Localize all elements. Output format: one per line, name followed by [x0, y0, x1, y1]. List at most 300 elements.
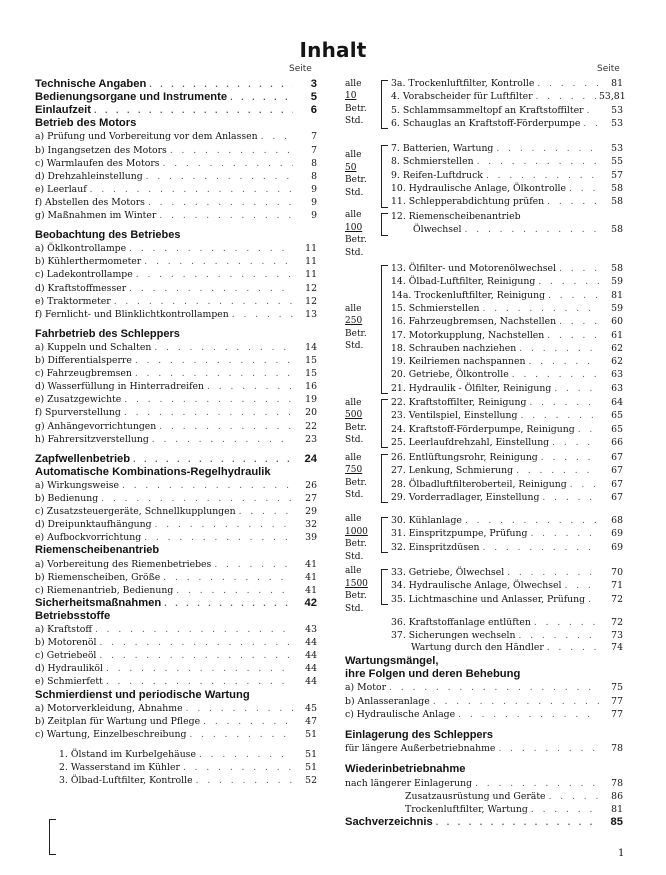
toc-page-number: 32 — [305, 519, 317, 531]
toc-entry — [391, 329, 623, 342]
dot-leader — [103, 676, 293, 689]
toc-entry-title: 6. Schauglas an Kraftstoff-Förderpumpe — [391, 117, 581, 129]
toc-page-number: 15 — [305, 368, 317, 380]
toc-entry — [391, 382, 623, 395]
toc-entry — [391, 527, 623, 540]
toc-entry-title: 36. Kraftstoffanlage entlüften — [391, 617, 531, 628]
toc-entry — [345, 668, 623, 681]
dot-leader — [509, 369, 599, 382]
toc-entry-title: 30. Kühlanlage — [391, 515, 462, 526]
toc-page-number: 5 — [310, 91, 317, 104]
toc-page-number: 44 — [305, 650, 317, 662]
toc-entry — [35, 196, 317, 209]
toc-page-number: 9 — [311, 183, 317, 195]
dot-leader — [103, 663, 293, 676]
toc-entry-title: a) Wirkungsweise — [35, 479, 119, 491]
toc-entry — [345, 763, 623, 776]
toc-page-number: 53,81 — [599, 91, 626, 103]
toc-page-number: 65 — [611, 423, 623, 435]
interval-line: 1000 — [345, 526, 368, 537]
toc-page-number: 69 — [611, 541, 623, 553]
dot-leader — [183, 703, 293, 716]
toc-entry — [35, 636, 317, 649]
toc-entry-title: g) Anhängevorrichtungen — [35, 420, 157, 432]
toc-page-number: 74 — [611, 642, 623, 653]
toc-entry — [35, 728, 317, 741]
toc-page-number: 43 — [305, 624, 317, 635]
toc-entry — [35, 433, 317, 446]
interval-line: 500 — [345, 410, 363, 421]
group-bracket — [381, 454, 388, 503]
dot-leader — [584, 105, 599, 118]
interval-line: Std. — [345, 435, 364, 446]
interval-line: Betr. — [345, 103, 367, 114]
dot-leader — [121, 407, 293, 420]
toc-entry-title: b) Motorenöl — [35, 637, 97, 649]
dot-leader — [200, 716, 293, 729]
interval-line: alle — [345, 452, 362, 463]
dot-leader — [561, 580, 599, 593]
interval-line: alle — [345, 210, 362, 220]
toc-page-number: 22 — [305, 420, 317, 432]
interval-label — [345, 303, 367, 353]
interval-line: Std. — [345, 116, 364, 127]
interval-line: Std. — [345, 551, 364, 562]
toc-page-number: 64 — [611, 397, 623, 408]
toc-entry-title: a) Kuppeln und Schalten — [35, 341, 152, 353]
toc-entry-title: 2. Wasserstand im Kühler — [59, 762, 180, 773]
toc-entry — [391, 616, 623, 629]
interval-label — [345, 452, 367, 502]
toc-entry-title: Einlagerung des Schleppers — [345, 729, 493, 741]
toc-entry-title: 1. Ölstand im Kurbelgehäuse — [59, 748, 196, 760]
toc-page-number: 77 — [611, 708, 623, 720]
toc-entry-title: a) Vorbereitung des Riemenbetriebes — [35, 558, 212, 570]
toc-entry-title: Automatische Kombinations-Regelhydraulik — [35, 465, 271, 478]
toc-entry-title: Schmierdienst und periodische Wartung — [35, 688, 250, 701]
dot-leader — [526, 397, 599, 410]
dot-leader — [495, 743, 599, 756]
interval-line: alle — [345, 78, 362, 89]
toc-entry-title: 24. Kraftstoff-Förderpumpe, Reinigung — [391, 423, 575, 435]
toc-page-number: 70 — [611, 567, 623, 578]
toc-page-number: 51 — [305, 748, 317, 760]
toc-entry — [35, 406, 317, 419]
toc-entry-title: a) Kraftstoff — [35, 624, 92, 635]
toc-entry — [35, 453, 317, 466]
toc-page-number: 20 — [305, 407, 317, 419]
toc-entry-title: Fahrbetrieb des Schleppers — [35, 327, 180, 340]
toc-entry — [345, 708, 623, 721]
toc-page-number: 3 — [310, 78, 317, 90]
toc-page-number: 41 — [305, 584, 317, 596]
toc-entry — [35, 518, 317, 531]
interval-line: Betr. — [345, 328, 367, 339]
toc-entry — [391, 223, 623, 236]
toc-entry-title: c) Getriebeöl — [35, 650, 97, 662]
page-title: Inhalt — [299, 38, 367, 62]
toc-page-number: 72 — [611, 593, 623, 605]
toc-entry — [391, 302, 623, 315]
interval-line: Betr. — [345, 235, 367, 245]
toc-entry — [35, 689, 317, 702]
dot-leader — [516, 343, 599, 356]
toc-page-number: 58 — [611, 196, 623, 208]
toc-entry-title: 16. Fahrzeugbremsen, Nachstellen — [391, 316, 557, 328]
toc-entry-title: Trockenluftfilter, Wartung — [405, 804, 528, 815]
interval-line: alle — [345, 397, 362, 408]
toc-entry-title: 3a. Trockenluftfilter, Kontrolle — [391, 78, 535, 89]
toc-page-number: 63 — [611, 382, 623, 394]
dot-leader — [546, 791, 599, 804]
toc-entry-title: 3. Ölbad-Luftfilter, Kontrolle — [59, 775, 193, 787]
interval-line: alle — [345, 566, 362, 576]
toc-entry — [391, 117, 623, 130]
dot-leader — [517, 410, 599, 423]
group-bracket — [381, 265, 388, 394]
dot-leader — [258, 131, 293, 144]
interval-line: Std. — [345, 490, 364, 501]
toc-entry — [35, 255, 317, 268]
toc-entry — [35, 748, 317, 761]
interval-line: Betr. — [345, 591, 367, 601]
toc-entry-title: e) Leerlauf — [35, 183, 87, 195]
toc-page-number: 78 — [611, 777, 623, 789]
toc-page-number: 42 — [304, 596, 317, 609]
toc-page-number: 81 — [611, 289, 623, 301]
dot-leader — [534, 78, 599, 91]
toc-entry-title: b) Differentialsperre — [35, 355, 132, 366]
toc-entry-title: d) Wasserfüllung in Hinterradreifen — [35, 381, 205, 393]
toc-entry — [35, 649, 317, 662]
dot-leader — [167, 145, 293, 158]
toc-entry — [35, 229, 317, 242]
toc-entry-title: 13. Ölfilter- und Motorenölwechsel — [391, 263, 557, 274]
dot-leader — [545, 290, 599, 303]
dot-leader — [430, 696, 599, 709]
toc-page-number: 86 — [611, 790, 623, 802]
toc-page-number: 8 — [311, 170, 317, 182]
interval-label — [345, 513, 368, 563]
interval-line: 50 — [345, 162, 357, 173]
dot-leader — [539, 492, 599, 505]
toc-page-number: 59 — [611, 302, 623, 314]
toc-entry — [391, 77, 623, 90]
dot-leader — [173, 585, 293, 598]
toc-page-number: 23 — [305, 433, 317, 445]
toc-entry — [35, 420, 317, 433]
toc-entry-title: 31. Einspritzpumpe, Prüfung — [391, 528, 528, 540]
toc-entry-title: Bedienungsorgane und Instrumente — [35, 91, 228, 104]
toc-entry-title: Einlaufzeit — [35, 104, 91, 117]
toc-entry-title: 32. Einspritzdüsen — [391, 541, 480, 553]
toc-entry-title: 18. Schrauben nachziehen — [391, 342, 517, 354]
toc-entry-title: Technische Angaben — [35, 78, 147, 90]
interval-label — [345, 565, 368, 615]
toc-entry-title: 26. Entlüftungsrohr, Reinigung — [391, 452, 538, 463]
toc-entry — [35, 130, 317, 143]
toc-entry-title: c) Zusatzsteuergeräte, Schnellkupplungen — [35, 506, 236, 518]
toc-entry — [35, 341, 317, 354]
toc-page-number: 6 — [310, 104, 317, 117]
toc-page-number: 8 — [311, 157, 317, 169]
toc-page-number: 13 — [305, 308, 317, 320]
toc-entry-title: c) Warmlaufen des Motors — [35, 157, 160, 169]
toc-entry-title: Zapfwellenbetrieb — [35, 452, 131, 465]
toc-entry-title: 12. Riemenscheibenantrieb — [391, 211, 521, 222]
dot-leader — [538, 452, 599, 465]
dot-leader — [544, 196, 599, 209]
dot-leader — [121, 394, 293, 407]
toc-entry-title: b) Ingangsetzen des Motors — [35, 144, 167, 156]
toc-page-number: 53 — [611, 143, 623, 154]
toc-page-number: 78 — [611, 743, 623, 755]
group-bracket — [49, 819, 56, 855]
toc-entry — [391, 195, 623, 208]
interval-label — [345, 78, 367, 128]
toc-page-number: 11 — [305, 243, 317, 255]
interval-line: Betr. — [345, 539, 367, 549]
interval-line: Std. — [345, 187, 364, 198]
toc-page-number: 44 — [305, 663, 317, 675]
toc-entry-title: f) Spurverstellung — [35, 407, 121, 419]
toc-entry-title: h) Fahrersitzverstellung — [35, 433, 149, 445]
dot-leader — [160, 158, 293, 171]
toc-entry-title: f) Fernlicht- und Blinklichtkontrollampen — [35, 308, 229, 320]
toc-entry-title: g) Maßnahmen im Winter — [35, 210, 157, 221]
dot-leader — [433, 816, 599, 829]
toc-entry — [35, 380, 317, 393]
toc-entry — [391, 275, 623, 288]
toc-entry-title: b) Anlasseranlage — [345, 695, 430, 707]
group-bracket — [381, 145, 388, 208]
toc-page-number: 55 — [611, 156, 623, 168]
dot-leader — [535, 276, 599, 289]
toc-entry-title: Zusatzausrüstung und Geräte — [405, 790, 546, 802]
toc-page-number: 58 — [611, 263, 623, 274]
interval-line: Betr. — [345, 422, 367, 433]
toc-page-number: 62 — [611, 342, 623, 354]
dot-leader — [462, 515, 599, 528]
dot-leader — [91, 104, 293, 117]
toc-entry-title: nach längerer Einlagerung — [345, 777, 473, 789]
toc-entry — [345, 816, 623, 829]
toc-page-number: 14 — [305, 341, 317, 353]
toc-page-number: 45 — [305, 702, 317, 714]
toc-entry — [391, 436, 623, 449]
dot-leader — [567, 479, 599, 492]
toc-entry-title: 8. Schmierstellen — [391, 156, 474, 168]
toc-entry — [391, 464, 623, 477]
toc-entry — [35, 268, 317, 281]
toc-entry-title: 7. Batterien, Wartung — [391, 143, 494, 154]
toc-entry — [391, 629, 623, 642]
toc-entry — [391, 368, 623, 381]
toc-entry-title: 15. Schmierstellen — [391, 302, 480, 314]
toc-entry — [391, 478, 623, 491]
toc-entry — [35, 117, 317, 130]
dot-leader — [143, 171, 293, 184]
toc-entry — [35, 558, 317, 571]
dot-leader — [132, 368, 293, 381]
toc-entry — [35, 702, 317, 715]
toc-page-number: 66 — [611, 436, 623, 448]
toc-entry-title: 21. Hydraulik - Ölfilter, Reinigung — [391, 382, 552, 394]
toc-entry — [35, 715, 317, 728]
toc-entry — [391, 423, 623, 436]
dot-leader — [87, 184, 293, 197]
toc-entry — [391, 396, 623, 409]
toc-entry — [35, 505, 317, 518]
dot-leader — [585, 594, 599, 607]
toc-page-number: 52 — [305, 775, 317, 787]
dot-leader — [493, 143, 599, 156]
toc-entry-title: c) Wartung, Einzelbeschreibung — [35, 728, 187, 740]
toc-entry-title: Riemenscheibenantrieb — [35, 544, 160, 557]
toc-entry — [345, 742, 623, 755]
toc-entry-title: d) Dreipunktaufhängung — [35, 519, 152, 531]
dot-leader — [533, 91, 599, 104]
toc-entry — [35, 393, 317, 406]
toc-page-number: 12 — [305, 282, 317, 294]
toc-entry — [391, 451, 623, 464]
toc-entry-title: Betriebsstoffe — [35, 609, 111, 622]
interval-line: Std. — [345, 247, 364, 258]
toc-entry — [35, 761, 317, 774]
toc-entry — [35, 144, 317, 157]
toc-page-number: 61 — [611, 329, 623, 341]
dot-leader — [479, 303, 599, 316]
toc-entry — [391, 169, 623, 182]
toc-entry — [391, 355, 623, 368]
toc-entry — [35, 479, 317, 492]
toc-entry — [391, 409, 623, 422]
interval-line: Betr. — [345, 477, 367, 488]
dot-leader — [146, 78, 293, 91]
toc-entry-title: d) Drehzahleinstellung — [35, 170, 143, 182]
toc-entry — [391, 210, 623, 223]
toc-entry-title: 25. Leerlaufdrehzahl, Einstellung — [391, 436, 550, 448]
toc-entry — [391, 104, 623, 117]
dot-leader — [160, 572, 293, 585]
toc-page-number: 53 — [611, 117, 623, 129]
dot-leader — [526, 356, 599, 369]
toc-page-number: 16 — [305, 381, 317, 393]
interval-line: alle — [345, 514, 362, 524]
toc-entry — [345, 790, 623, 803]
toc-entry — [391, 142, 623, 155]
toc-entry-title: 22. Kraftstoffilter, Reinigung — [391, 397, 527, 408]
dot-leader — [386, 682, 599, 695]
toc-entry — [35, 209, 317, 222]
toc-entry-title: Wiederinbetriebnahme — [345, 763, 466, 776]
toc-entry-title: 34. Hydraulische Anlage, Ölwechsel — [391, 580, 562, 592]
toc-entry-title: b) Kühlerthermometer — [35, 256, 142, 268]
interval-line: 1500 — [345, 578, 368, 589]
toc-entry — [345, 695, 623, 708]
toc-entry — [391, 514, 623, 527]
toc-entry — [35, 282, 317, 295]
toc-entry — [391, 566, 623, 579]
dot-leader — [133, 269, 293, 282]
toc-entry-title: b) Riemenscheiben, Größe — [35, 571, 161, 583]
interval-line: 750 — [345, 465, 363, 476]
dot-leader — [544, 330, 599, 343]
toc-page-number: 24 — [304, 452, 317, 465]
dot-leader — [472, 778, 599, 791]
toc-entry — [35, 354, 317, 367]
dot-leader — [513, 465, 599, 478]
toc-entry — [35, 623, 317, 636]
toc-entry-title: Sicherheitsmaßnahmen — [35, 596, 162, 609]
toc-entry-title: 10. Hydraulische Anlage, Ölkontrolle — [391, 182, 567, 194]
dot-leader — [96, 650, 293, 663]
dot-leader — [141, 532, 293, 545]
toc-entry-title: 28. Ölbadluftfilteroberteil, Reinigung — [391, 478, 567, 490]
toc-page-number: 58 — [611, 224, 623, 236]
dot-leader — [549, 437, 599, 450]
dot-leader — [544, 642, 599, 655]
toc-entry-title: 14a. Trockenluftfilter, Reinigung — [391, 289, 546, 301]
toc-page-number: 63 — [611, 369, 623, 381]
toc-page-number: 57 — [611, 169, 623, 181]
toc-entry — [35, 610, 317, 623]
toc-entry-title: e) Schmierfett — [35, 676, 103, 688]
toc-entry — [391, 155, 623, 168]
toc-entry — [345, 681, 623, 694]
toc-entry-title: a) Motorverkleidung, Abnahme — [35, 702, 183, 714]
group-bracket — [381, 213, 388, 236]
toc-entry-title: 35. Lichtmaschine und Anlasser, Prüfung — [391, 593, 586, 605]
dot-leader — [156, 421, 293, 434]
interval-line: 10 — [345, 91, 357, 102]
toc-entry-title: d) Hydrauliköl — [35, 663, 103, 675]
toc-entry-title: 20. Getriebe, Ölkontrolle — [391, 369, 509, 381]
dot-leader — [462, 224, 600, 237]
toc-entry — [345, 803, 623, 816]
toc-entry — [35, 308, 317, 321]
dot-leader — [227, 91, 293, 104]
toc-page-number: 29 — [305, 506, 317, 518]
toc-page-number: 11 — [305, 256, 317, 268]
toc-entry-title: 4. Vorabscheider für Luftfilter — [391, 91, 533, 103]
interval-line: 250 — [345, 316, 363, 326]
group-bracket — [381, 569, 388, 605]
toc-entry-title: 27. Lenkung, Schmierung — [391, 465, 514, 477]
toc-page-number: 7 — [311, 144, 317, 156]
toc-page-number: 9 — [311, 210, 317, 221]
interval-line: Std. — [345, 341, 364, 351]
toc-page-number: 58 — [611, 182, 623, 194]
toc-page-number: 44 — [305, 676, 317, 688]
dot-leader — [130, 453, 293, 466]
dot-leader — [229, 309, 293, 322]
dot-leader — [580, 118, 599, 131]
toc-entry — [35, 295, 317, 308]
dot-leader — [204, 381, 293, 394]
toc-entry — [391, 491, 623, 504]
dot-leader — [575, 424, 599, 437]
toc-page-number: 15 — [305, 355, 317, 366]
toc-entry-title: e) Traktormeter — [35, 295, 111, 307]
dot-leader — [556, 263, 599, 276]
toc-page-number: 62 — [611, 356, 623, 368]
dot-leader — [119, 480, 293, 493]
dot-leader — [474, 156, 599, 169]
dot-leader — [156, 210, 293, 223]
toc-entry-title: b) Bedienung — [35, 493, 99, 504]
interval-line: Betr. — [345, 175, 367, 186]
